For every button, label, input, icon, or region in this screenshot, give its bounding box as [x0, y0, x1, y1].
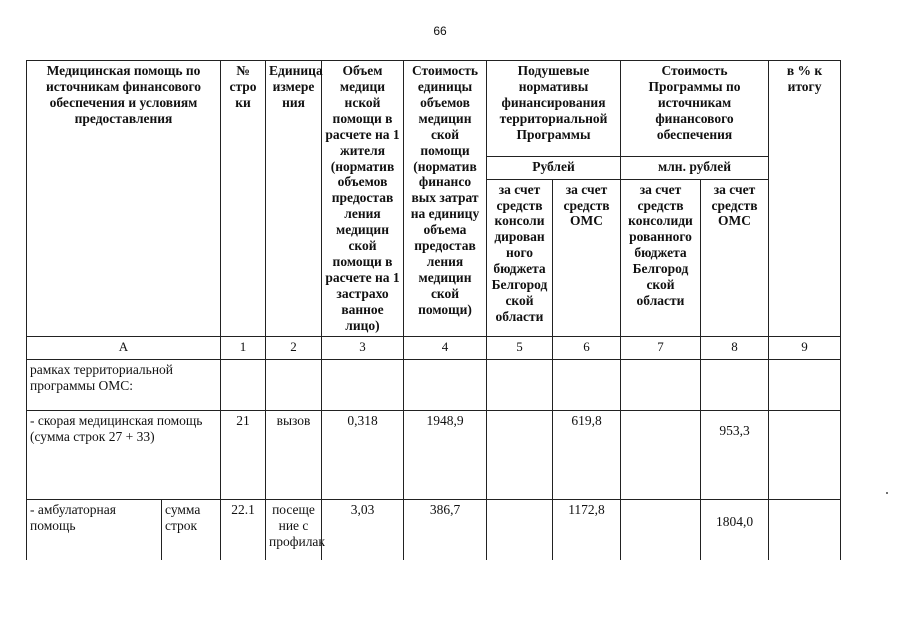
column-numbers-row [27, 336, 841, 359]
row-name-cell [27, 499, 221, 560]
header-unit-million-rubles: млн. рублей [621, 157, 769, 179]
header-col-7: за счет средств консолиди рованного бюджета Белгород ской области [621, 179, 701, 336]
row-percent [769, 410, 841, 499]
row-percent [769, 359, 841, 410]
row-unit: вызов [266, 410, 322, 499]
row-unit: посеще ние с профилак [266, 499, 322, 560]
row-total-budget [621, 410, 701, 499]
header-cost-group: Стоимость Программы по источникам финансового обеспечения [621, 61, 769, 157]
table-row [27, 499, 841, 560]
row-total-oms: 1804,0 [701, 499, 769, 560]
row-per-capita-budget [487, 359, 553, 410]
col-number: 2 [266, 336, 322, 359]
scan-speck [886, 492, 888, 494]
row-cost: 386,7 [404, 499, 487, 560]
col-number: 8 [701, 336, 769, 359]
header-col-6: за счет средств ОМС [553, 179, 621, 336]
row-per-capita-oms: 1172,8 [553, 499, 621, 560]
table-row [27, 359, 841, 410]
header-col-2: Единица измере ния [266, 61, 322, 337]
row-total-oms: 953,3 [701, 410, 769, 499]
row-volume [322, 359, 404, 410]
row-unit [266, 359, 322, 410]
table-row [27, 410, 841, 499]
header-col-4: Стоимость единицы объемов медицин ской помощи (норматив финансо вых затрат на единицу объема предостав ления медицин ской помощи) [404, 61, 487, 337]
col-number: 6 [553, 336, 621, 359]
row-per-capita-budget [487, 499, 553, 560]
row-cost [404, 359, 487, 410]
row-line-number: 21 [221, 410, 266, 499]
page-number: 66 [433, 24, 447, 38]
row-name: - скорая медицинская помощь (сумма строк 27 + 33) [27, 410, 221, 499]
col-number: А [27, 336, 221, 359]
row-volume: 0,318 [322, 410, 404, 499]
row-name: рамках территориальной программы ОМС: [27, 359, 221, 410]
row-name-note: сумма строк [161, 500, 220, 560]
row-volume: 3,03 [322, 499, 404, 560]
col-number: 9 [769, 336, 841, 359]
header-col-a: Медицинская помощь по источникам финансового обеспечения и условиям предоставления [27, 61, 221, 337]
header-col-9: в % к итогу [769, 61, 841, 337]
row-per-capita-oms: 619,8 [553, 410, 621, 499]
col-number: 3 [322, 336, 404, 359]
header-col-3: Объем медици нской помощи в расчете на 1 жителя (норматив объемов предостав ления медицин ской помощи в расчете на 1 застрахо ванное лицо) [322, 61, 404, 337]
row-total-budget [621, 499, 701, 560]
row-cost: 1948,9 [404, 410, 487, 499]
row-line-number: 22.1 [221, 499, 266, 560]
header-per-capita-group: Подушевые нормативы финансирования территориальной Программы [487, 61, 621, 157]
row-per-capita-oms [553, 359, 621, 410]
col-number: 4 [404, 336, 487, 359]
col-number: 7 [621, 336, 701, 359]
header-col-8: за счет средств ОМС [701, 179, 769, 336]
header-unit-rubles: Рублей [487, 157, 621, 179]
row-line-number [221, 359, 266, 410]
header-col-1: № стро ки [221, 61, 266, 337]
col-number: 1 [221, 336, 266, 359]
row-total-budget [621, 359, 701, 410]
row-total-oms [701, 359, 769, 410]
row-name: - амбулаторная помощь [30, 501, 116, 533]
col-number: 5 [487, 336, 553, 359]
financing-table [26, 60, 841, 560]
row-percent [769, 499, 841, 560]
header-col-5: за счет средств консоли дирован ного бюджета Белгород ской области [487, 179, 553, 336]
row-per-capita-budget [487, 410, 553, 499]
